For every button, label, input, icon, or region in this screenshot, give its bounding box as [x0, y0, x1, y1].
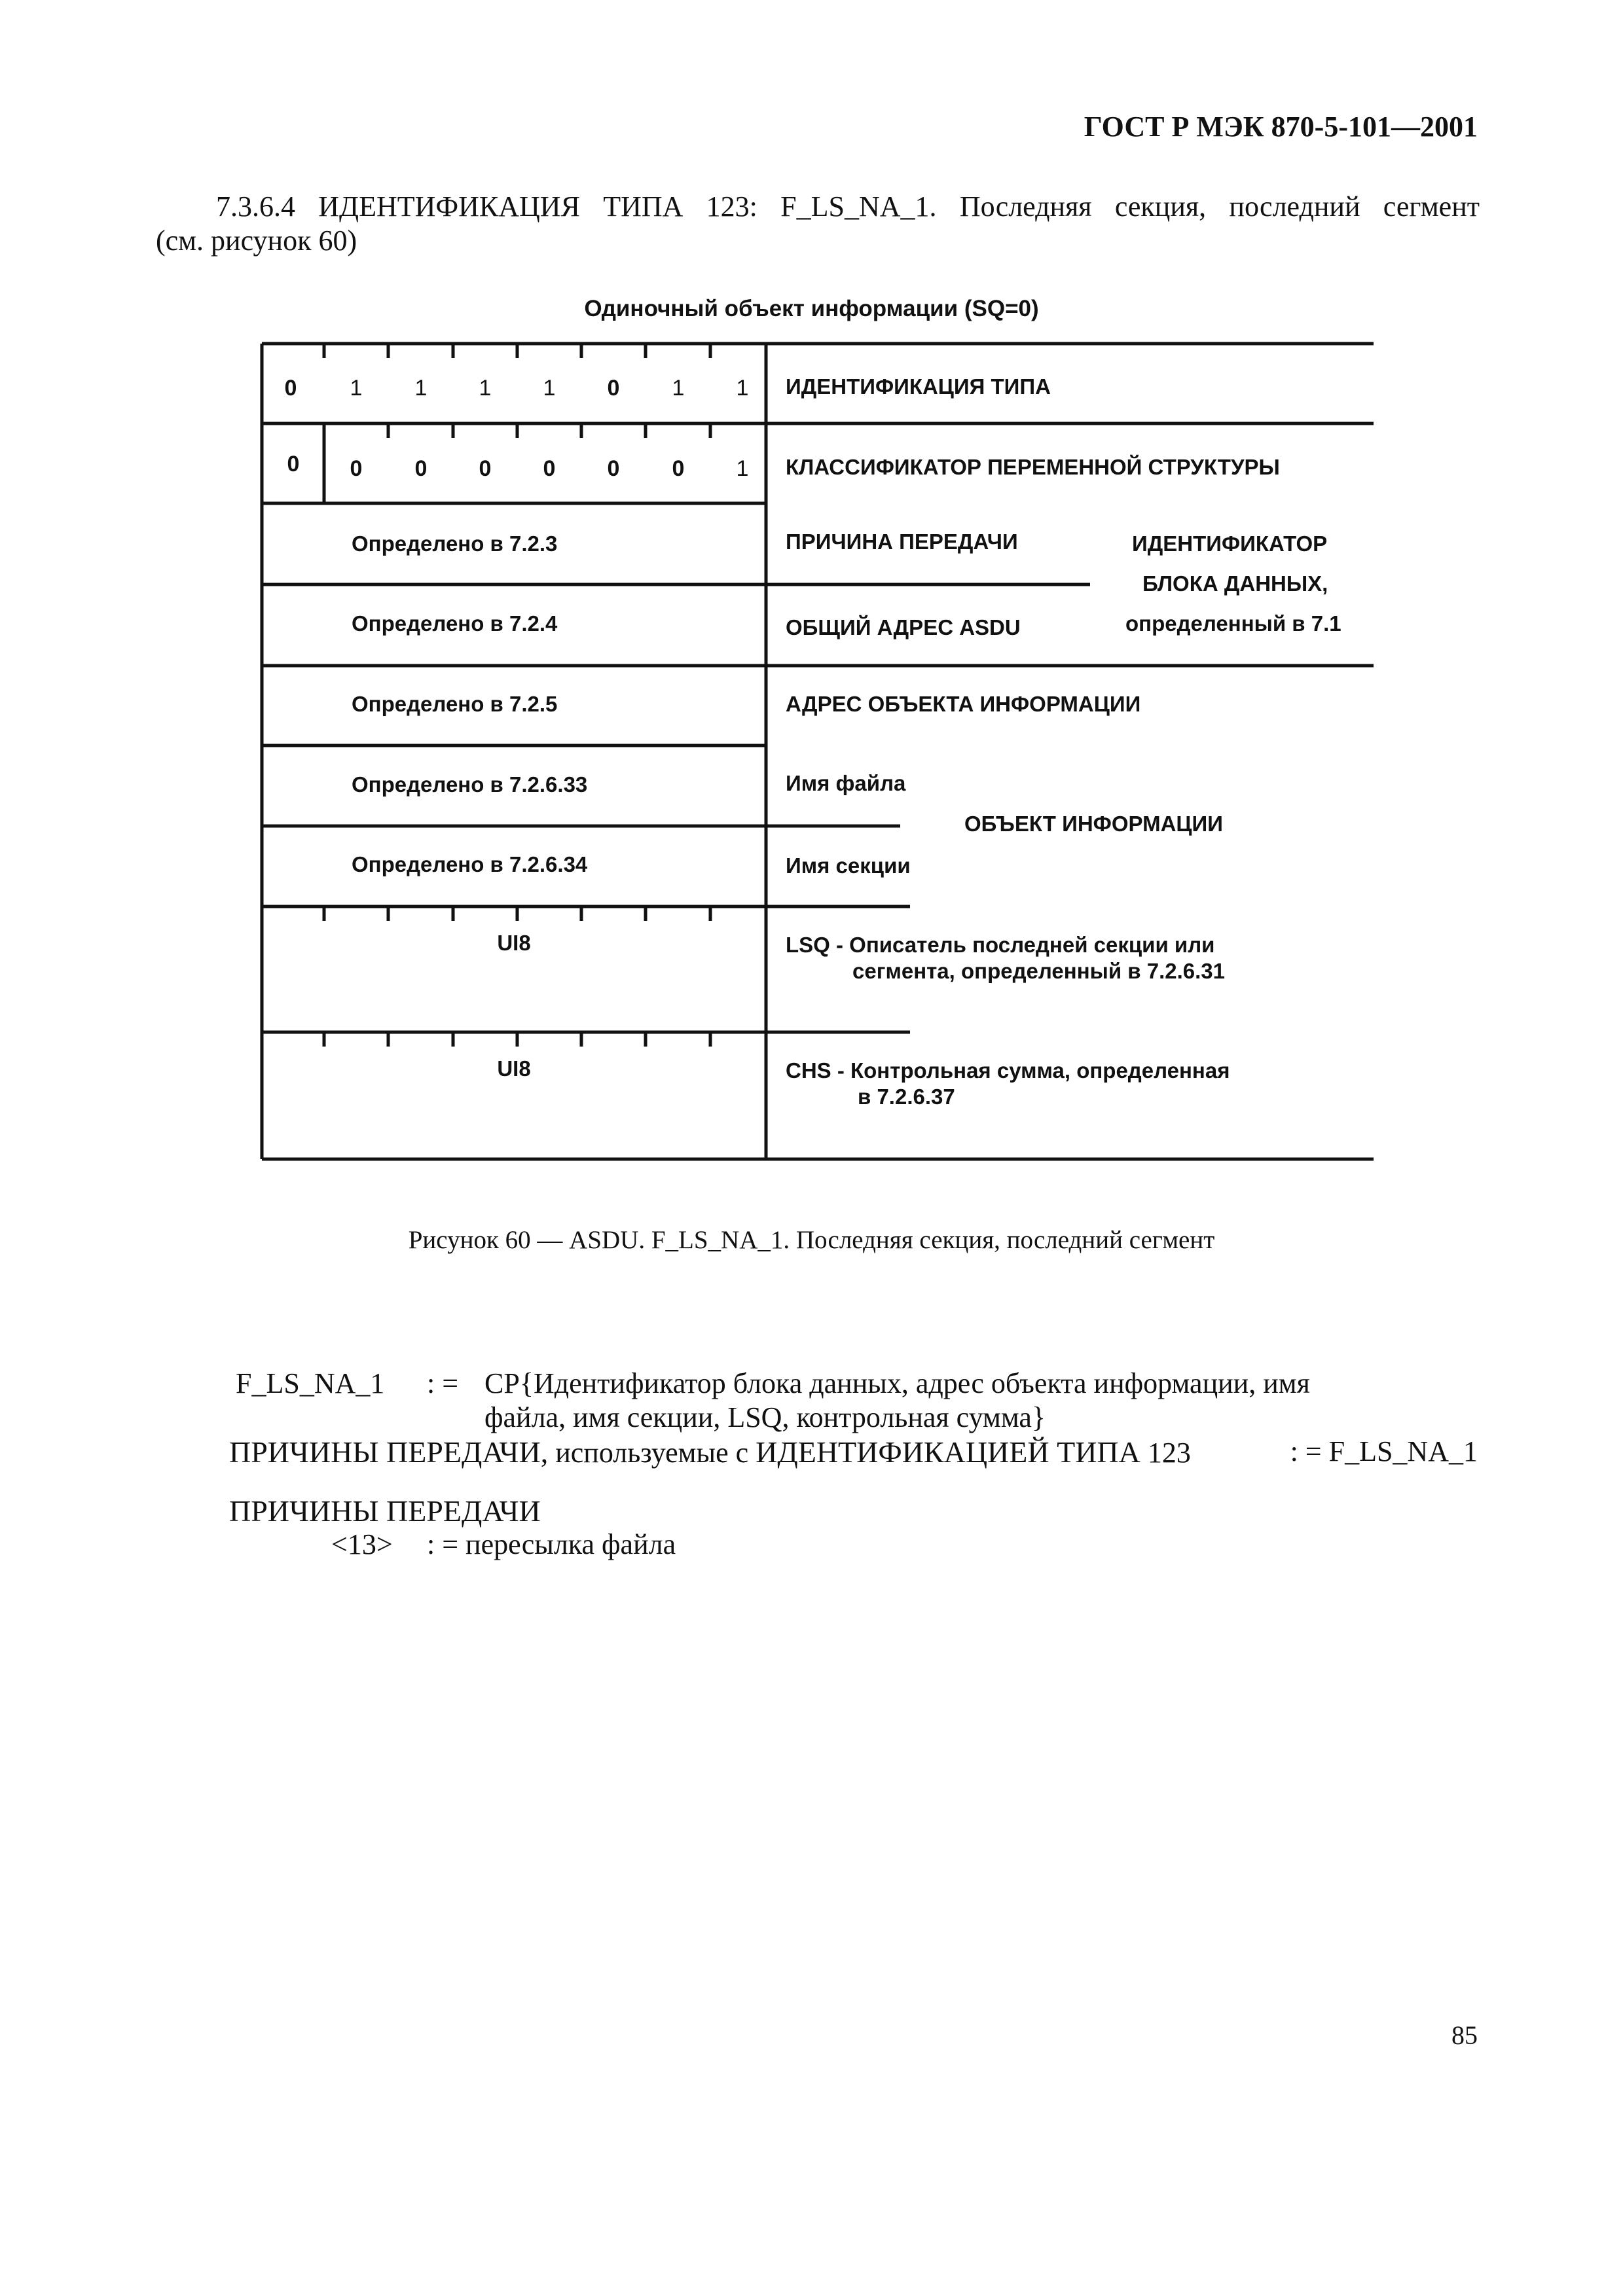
- chs-label-line1: CHS - Контрольная сумма, определенная: [786, 1058, 1230, 1083]
- lsq-cell: UI8: [497, 931, 531, 955]
- vsq-bit-1: 1: [736, 456, 749, 481]
- vsq-bit-2: 0: [672, 456, 685, 481]
- section-figure-reference: (см. рисунок 60): [156, 224, 357, 257]
- ioa-cell: Определено в 7.2.5: [352, 692, 558, 716]
- figure-caption: Рисунок 60 — ASDU. F_LS_NA_1. Последняя секция, последний сегмент: [408, 1226, 1215, 1254]
- info-object-label: ОБЪЕКТ ИНФОРМАЦИИ: [964, 812, 1223, 836]
- cot-cell: Определено в 7.2.3: [352, 531, 558, 556]
- diagram-title: Одиночный объект информации (SQ=0): [584, 296, 1039, 321]
- chs-label-line2: в 7.2.6.37: [858, 1085, 955, 1109]
- page-number: 85: [1451, 2020, 1478, 2050]
- type-id-bit-3: 0: [607, 376, 620, 401]
- causes-used-assign: : = F_LS_NA_1: [1290, 1435, 1478, 1467]
- asdu-address-label: ОБЩИЙ АДРЕС ASDU: [786, 615, 1021, 639]
- section-heading-line: 7.3.6.4 ИДЕНТИФИКАЦИЯ ТИПА 123: F_LS_NA_1. Последняя секция, последний сегмент: [216, 190, 1480, 223]
- lsq-label-line2: сегмента, определенный в 7.2.6.31: [852, 959, 1226, 983]
- cause-code: <13>: [331, 1528, 393, 1560]
- duid-label-line1: ИДЕНТИФИКАТОР: [1132, 531, 1328, 556]
- type-id-bit-7: 1: [350, 376, 363, 401]
- vsq-bit-5: 0: [479, 456, 492, 481]
- chs-cell: UI8: [497, 1056, 531, 1081]
- type-id-bit-2: 1: [672, 376, 685, 401]
- type-id-bit-4: 1: [543, 376, 556, 401]
- causes-used-middle: используемые с: [548, 1437, 756, 1469]
- causes-used-caps2: ИДЕНТИФИКАЦИЕЙ ТИПА: [756, 1435, 1140, 1469]
- duid-label-line3: определенный в 7.1: [1125, 611, 1341, 636]
- lsq-label-line1: LSQ - Описатель последней секции или: [786, 933, 1215, 957]
- cause-value: : = пересылка файла: [427, 1528, 676, 1560]
- section-name-label: Имя секции: [786, 853, 911, 878]
- causes-used-line: [229, 1435, 1191, 1469]
- vsq-bit-6: 0: [414, 456, 428, 481]
- type-id-bit-6: 1: [414, 376, 428, 401]
- file-name-label: Имя файла: [786, 771, 906, 795]
- vsq-bit-4: 0: [543, 456, 556, 481]
- file-name-cell: Определено в 7.2.6.33: [352, 772, 588, 797]
- vsq-bit-7: 0: [350, 456, 363, 481]
- ioa-label: АДРЕС ОБЪЕКТА ИНФОРМАЦИИ: [786, 692, 1141, 716]
- section-name-cell: Определено в 7.2.6.34: [352, 852, 588, 876]
- causes-used-number: 123: [1140, 1437, 1191, 1469]
- definition-assign: : =: [427, 1367, 459, 1399]
- asdu-address-cell: Определено в 7.2.4: [352, 611, 558, 636]
- definition-value-line1: CP{Идентификатор блока данных, адрес объекта информации, имя: [484, 1367, 1310, 1399]
- type-id-bit-8: 0: [284, 376, 297, 401]
- cot-label: ПРИЧИНА ПЕРЕДАЧИ: [786, 529, 1018, 554]
- duid-label-line2: БЛОКА ДАННЫХ,: [1142, 571, 1328, 596]
- causes-heading: ПРИЧИНЫ ПЕРЕДАЧИ: [229, 1494, 541, 1528]
- causes-used-caps1: ПРИЧИНЫ ПЕРЕДАЧИ,: [229, 1435, 549, 1469]
- document-standard-header: ГОСТ Р МЭК 870-5-101—2001: [1084, 111, 1478, 143]
- vsq-label: КЛАССИФИКАТОР ПЕРЕМЕННОЙ СТРУКТУРЫ: [786, 455, 1280, 479]
- sq-bit: 0: [287, 452, 300, 476]
- type-id-label: ИДЕНТИФИКАЦИЯ ТИПА: [786, 374, 1051, 399]
- definition-value-line2: файла, имя секции, LSQ, контрольная сумма}: [484, 1401, 1046, 1433]
- vsq-bit-3: 0: [607, 456, 620, 481]
- type-id-bit-5: 1: [479, 376, 492, 401]
- type-id-bit-1: 1: [736, 376, 749, 401]
- definition-name: F_LS_NA_1: [236, 1367, 385, 1399]
